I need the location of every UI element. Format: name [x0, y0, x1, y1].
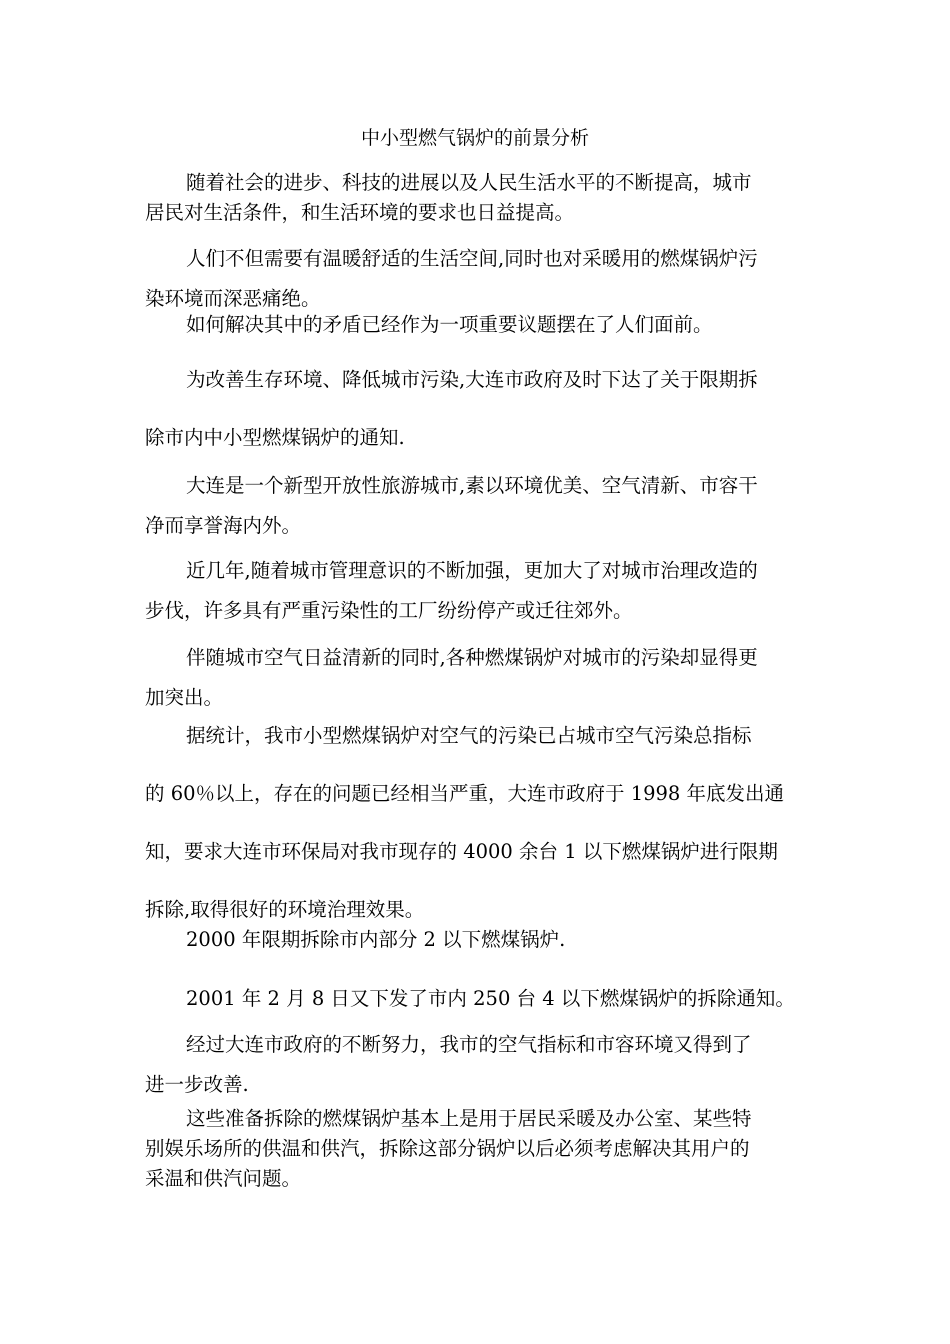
paragraph-line: 近几年,随着城市管理意识的不断加强，更加大了对城市治理改造的	[186, 559, 758, 582]
paragraph-line: 的 60％以上，存在的问题已经相当严重，大连市政府于 1998 年底发出通	[145, 782, 785, 805]
paragraph-4	[145, 351, 805, 467]
paragraph-8	[145, 707, 805, 939]
paragraph-line: 进一步改善.	[145, 1073, 249, 1096]
paragraph-7	[145, 638, 805, 718]
paragraph-line: 据统计，我市小型燃煤锅炉对空气的污染已占城市空气污染总指标	[186, 724, 752, 747]
paragraph-line: 2001 年 2 月 8 日又下发了市内 250 台 4 以下燃煤锅炉的拆除通知。	[186, 987, 795, 1010]
paragraph-line: 知，要求大连市环保局对我市现存的 4000 余台 1 以下燃煤锅炉进行限期	[145, 840, 778, 863]
paragraph-line: 除市内中小型燃煤锅炉的通知.	[145, 426, 405, 449]
paragraph-line: 步伐，许多具有严重污染性的工厂纷纷停产或迁往郊外。	[145, 599, 633, 622]
paragraph-line: 别娱乐场所的供温和供汽，拆除这部分锅炉以后必须考虑解决其用户的	[145, 1137, 750, 1160]
paragraph-line: 大连是一个新型开放性旅游城市,素以环境优美、空气清新、市容干	[186, 474, 758, 497]
paragraph-line: 经过大连市政府的不断努力，我市的空气指标和市容环境又得到了	[186, 1033, 752, 1056]
paragraph-11	[145, 1025, 805, 1105]
paragraph-line: 居民对生活条件，和生活环境的要求也日益提高。	[145, 201, 575, 224]
paragraph-5	[145, 466, 805, 546]
paragraph-10	[145, 984, 805, 1014]
paragraph-line: 为改善生存环境、降低城市污染,大连市政府及时下达了关于限期拆	[186, 368, 758, 391]
document-title: 中小型燃气锅炉的前景分析	[360, 127, 589, 149]
paragraph-line: 2000 年限期拆除市内部分 2 以下燃煤锅炉.	[186, 928, 566, 951]
paragraph-12	[145, 1104, 805, 1194]
paragraph-line: 随着社会的进步、科技的进展以及人民生活水平的不断提高，城市	[186, 171, 752, 194]
paragraph-9	[145, 925, 805, 955]
paragraph-line: 染环境而深恶痛绝。	[145, 287, 321, 310]
paragraph-1	[145, 168, 805, 228]
paragraph-line: 这些准备拆除的燃煤锅炉基本上是用于居民采暖及办公室、某些特	[186, 1107, 752, 1130]
paragraph-line: 加突出。	[145, 686, 224, 709]
paragraph-6	[145, 551, 805, 631]
paragraph-line: 人们不但需要有温暖舒适的生活空间,同时也对采暖用的燃煤锅炉污	[186, 247, 758, 270]
paragraph-2	[145, 239, 805, 319]
paragraph-line: 如何解决其中的矛盾已经作为一项重要议题摆在了人们面前。	[186, 313, 713, 336]
paragraph-line: 拆除,取得很好的环境治理效果。	[145, 898, 425, 921]
paragraph-line: 伴随城市空气日益清新的同时,各种燃煤锅炉对城市的污染却显得更	[186, 646, 758, 669]
paragraph-line: 采温和供汽问题。	[145, 1167, 302, 1190]
paragraph-line: 净而享誉海内外。	[145, 514, 302, 537]
paragraph-3	[145, 310, 805, 340]
